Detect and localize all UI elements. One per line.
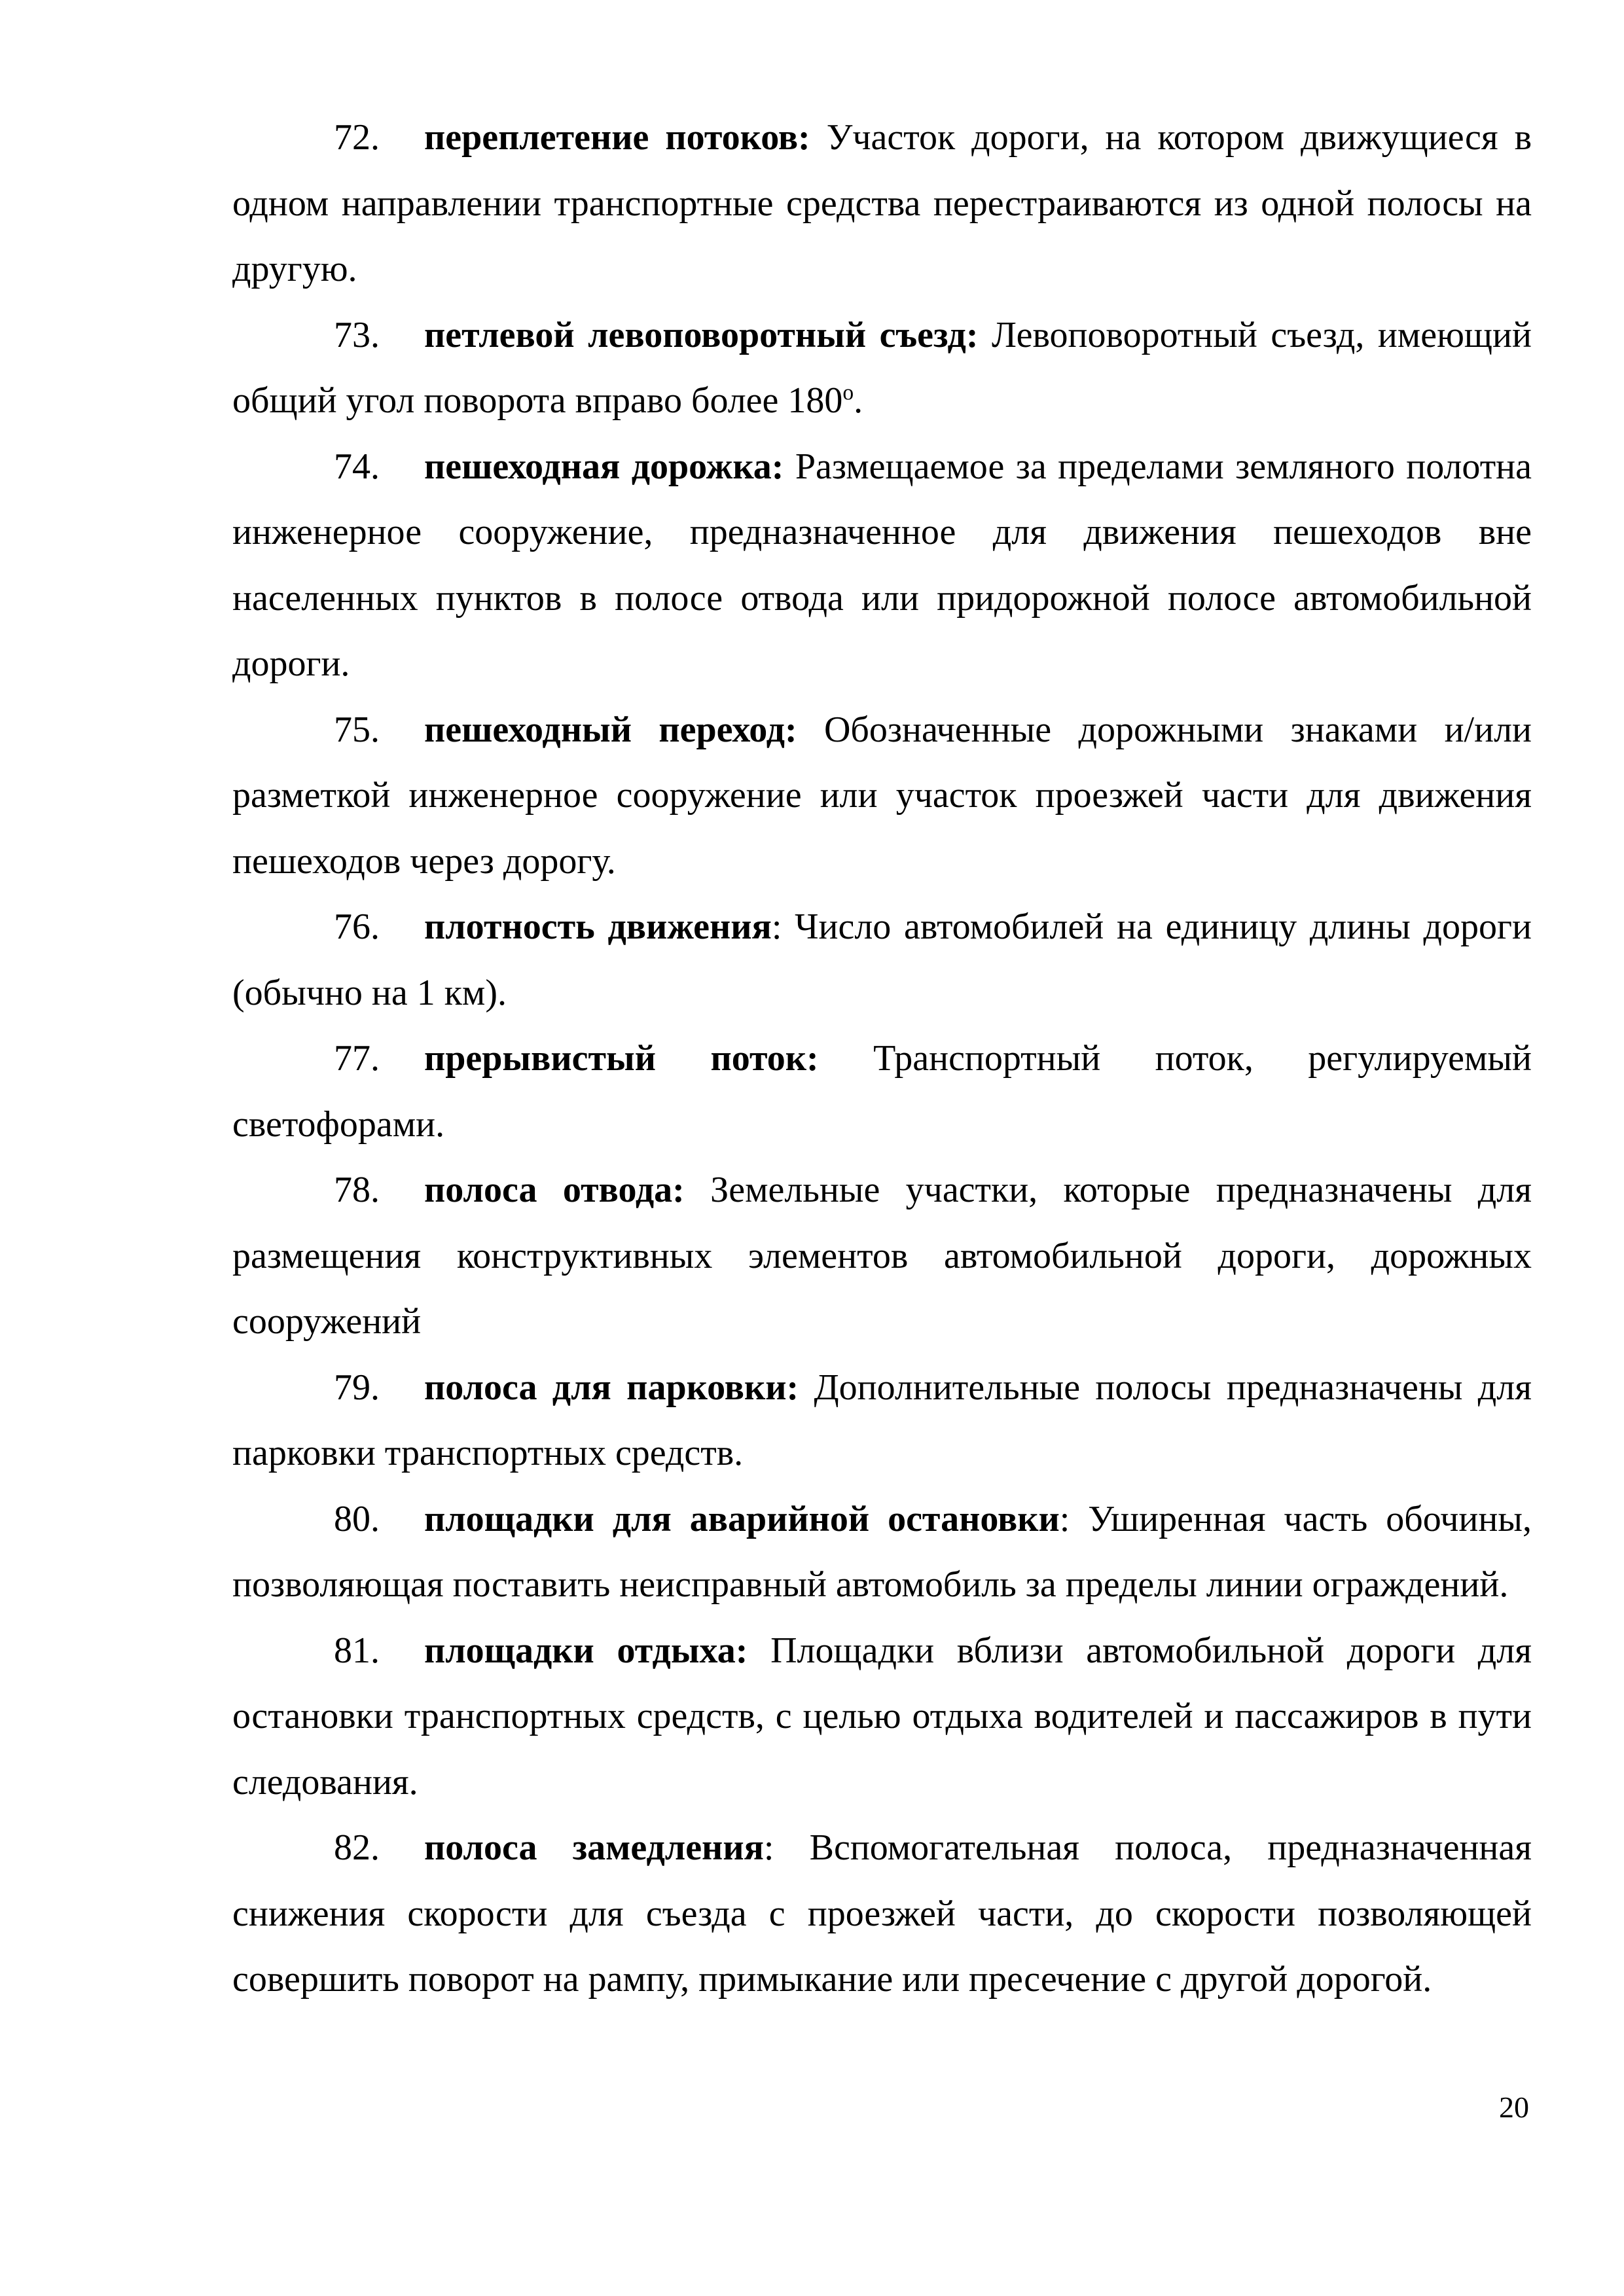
entry-term: переплетение потоков: bbox=[424, 117, 810, 158]
entry-number: 79. bbox=[334, 1367, 380, 1408]
entry-term: площадки для аварийной остановки bbox=[424, 1498, 1060, 1539]
entry-number: 74. bbox=[334, 446, 380, 487]
entry-separator: : bbox=[771, 906, 782, 947]
entry-separator: : bbox=[1059, 1498, 1070, 1539]
page-number: 20 bbox=[1499, 2090, 1529, 2124]
entry-definition: Размещаемое за пределами земляного полотна инженерное сооружение, предназначенное для движения пешеходов вне населенных пунктов в полосе отвода или придорожной полосе автомобильной дороги. bbox=[232, 446, 1532, 684]
entry-definition: Уширенная часть обочины, позволяющая поставить неисправный автомобиль за пределы линии ограждений. bbox=[232, 1498, 1532, 1605]
entry-tail: . bbox=[854, 380, 863, 421]
entry-definition: Вспомогательная полоса, предназначенная снижения скорости для съезда с проезжей части, до скорости позволяющей совершить поворот на рампу, примыкание или пресечение с другой дорогой. bbox=[232, 1827, 1532, 2000]
entry-term: прерывистый поток: bbox=[424, 1038, 819, 1079]
entry-term: полоса отвода: bbox=[424, 1170, 685, 1210]
glossary-entry-82 bbox=[232, 1815, 1532, 2013]
entry-term: плотность движения bbox=[424, 906, 772, 947]
glossary-entry-72 bbox=[232, 105, 1532, 302]
entry-number: 78. bbox=[334, 1170, 380, 1210]
entry-definition: Левоповоротный съезд, имеющий общий угол поворота вправо более 180 bbox=[232, 314, 1532, 421]
glossary-entry-81 bbox=[232, 1618, 1532, 1816]
entry-definition: Земельные участки, которые предназначены для размещения конструктивных элементов автомобильной дороги, дорожных сооружений bbox=[232, 1170, 1532, 1342]
glossary-entry-79 bbox=[232, 1355, 1532, 1486]
glossary-entry-75 bbox=[232, 697, 1532, 895]
entry-number: 72. bbox=[334, 117, 380, 158]
glossary-entry-74 bbox=[232, 434, 1532, 697]
entry-term: полоса для парковки: bbox=[424, 1367, 799, 1408]
entry-term: полоса замедления bbox=[424, 1827, 764, 1868]
entry-term: пешеходный переход: bbox=[424, 709, 797, 750]
entry-definition: Транспортный поток, регулируемый светофорами. bbox=[232, 1038, 1532, 1145]
entry-number: 73. bbox=[334, 314, 380, 355]
glossary-entry-80 bbox=[232, 1486, 1532, 1618]
glossary-entry-76 bbox=[232, 894, 1532, 1026]
entry-definition: Дополнительные полосы предназначены для парковки транспортных средств. bbox=[232, 1367, 1532, 1473]
entry-term: пешеходная дорожка: bbox=[424, 446, 784, 487]
glossary-entries bbox=[232, 105, 1532, 2013]
entry-number: 80. bbox=[334, 1498, 380, 1539]
entry-number: 76. bbox=[334, 906, 380, 947]
entry-number: 77. bbox=[334, 1038, 380, 1079]
entry-term: площадки отдыха: bbox=[424, 1630, 748, 1671]
glossary-entry-77 bbox=[232, 1026, 1532, 1157]
entry-definition: Площадки вблизи автомобильной дороги для остановки транспортных средств, с целью отдыха водителей и пассажиров в пути следования. bbox=[232, 1630, 1532, 1803]
entry-definition: Число автомобилей на единицу длины дороги (обычно на 1 км). bbox=[232, 906, 1532, 1013]
entry-number: 81. bbox=[334, 1630, 380, 1671]
glossary-entry-73 bbox=[232, 302, 1532, 434]
glossary-entry-78 bbox=[232, 1157, 1532, 1355]
entry-term: петлевой левоповоротный съезд: bbox=[424, 314, 979, 355]
entry-number: 75. bbox=[334, 709, 380, 750]
entry-number: 82. bbox=[334, 1827, 380, 1868]
entry-definition: Обозначенные дорожными знаками и/или разметкой инженерное сооружение или участок проезжей части для движения пешеходов через дорогу. bbox=[232, 709, 1532, 882]
degree-superscript: o bbox=[842, 380, 854, 405]
entry-definition: Участок дороги, на котором движущиеся в одном направлении транспортные средства перестраиваются из одной полосы на другую. bbox=[232, 117, 1532, 289]
entry-separator: : bbox=[763, 1827, 774, 1868]
